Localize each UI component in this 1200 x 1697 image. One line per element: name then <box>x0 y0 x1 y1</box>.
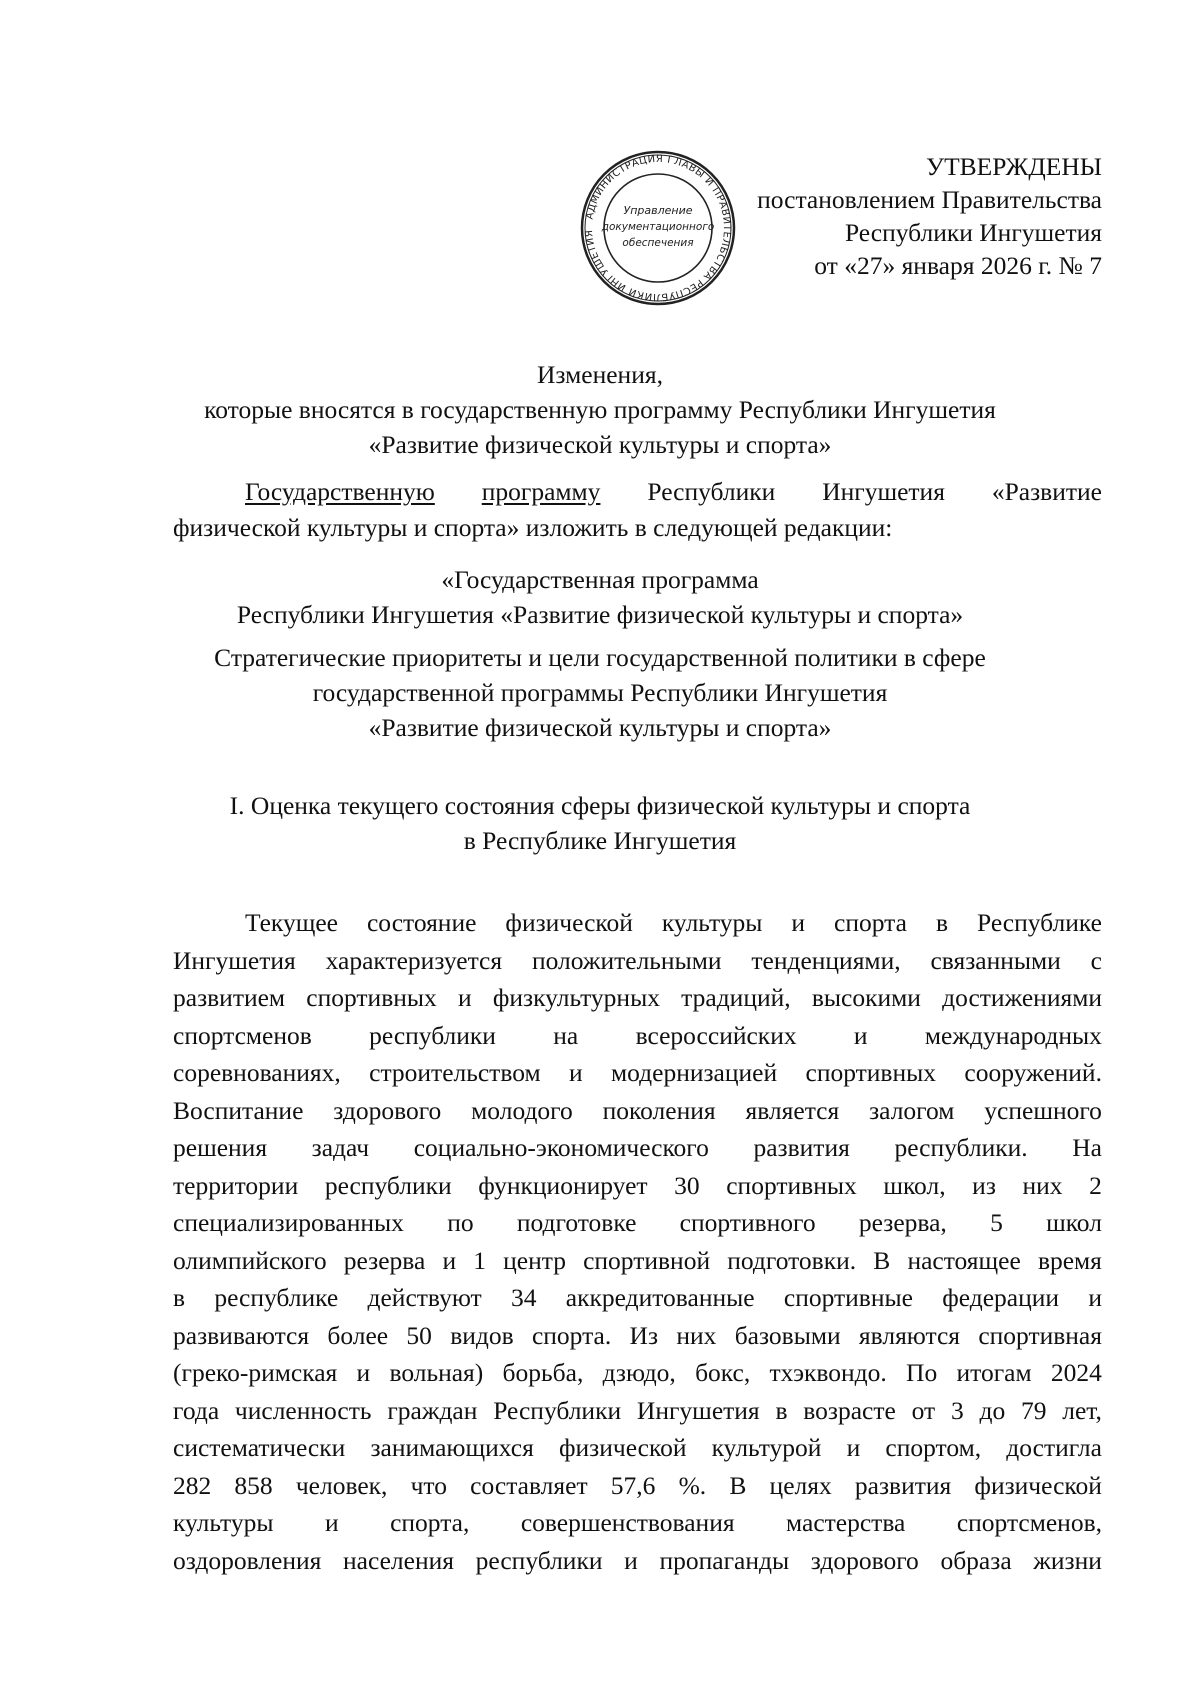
paragraph-line: 282 858 человек, что составляет 57,6 %. В целях развития физической <box>173 1470 1102 1500</box>
seal-inner-line1: Управление <box>623 204 693 217</box>
section-heading <box>0 788 1200 858</box>
approval-line3: Республики Ингушетия <box>844 218 1102 247</box>
strategy-line3: «Развитие физической культуры и спорта» <box>368 713 832 742</box>
paragraph-line: решения задач социально-экономического развития республики. На <box>173 1133 1102 1162</box>
official-seal <box>578 148 738 308</box>
seal-inner-line3: обеспечения <box>622 237 694 249</box>
program-link-word2[interactable]: программу <box>481 477 601 506</box>
body-paragraph <box>173 904 1102 1579</box>
title-line2: которые вносятся в государственную программу Республики Ингушетия <box>204 395 996 424</box>
intro-line1 <box>173 474 1102 510</box>
paragraph-line: Воспитание здорового молодого поколения является залогом успешного <box>173 1095 1102 1125</box>
paragraph-line: развитием спортивных и физкультурных традиций, высокими достижениями <box>173 983 1102 1012</box>
intro-line2: физической культуры и спорта» изложить в следующей редакции: <box>173 513 893 542</box>
document-title <box>0 357 1200 462</box>
program-heading <box>0 562 1200 632</box>
paragraph-line: соревнованиях, строительством и модернизацией спортивных сооружений. <box>173 1058 1102 1087</box>
seal-inner-line2: документационного <box>601 221 715 233</box>
intro-paragraph <box>173 474 1102 546</box>
strategy-line1: Стратегические приоритеты и цели государственной политики в сфере <box>214 643 986 672</box>
paragraph-line: оздоровления населения республики и пропаганды здорового образа жизни <box>173 1545 1102 1575</box>
strategy-heading <box>0 640 1200 745</box>
seal-ring-text: АДМИНИСТРАЦИЯ ГЛАВЫ И ПРАВИТЕЛЬСТВА РЕСПУБЛИКИ ИНГУШЕТИЯ <box>583 153 733 303</box>
approval-heading: УТВЕРЖДЕНЫ <box>926 152 1102 181</box>
paragraph-line: в республике действуют 34 аккредитованные спортивные федерации и <box>173 1283 1102 1312</box>
paragraph-line: Текущее состояние физической культуры и спорта в Республике <box>245 908 1102 937</box>
title-line3: «Развитие физической культуры и спорта» <box>368 430 832 459</box>
paragraph-line: олимпийского резерва и 1 центр спортивной подготовки. В настоящее время <box>173 1245 1102 1275</box>
intro-word4: Ингушетия <box>822 477 945 506</box>
program-line1: «Государственная программа <box>441 565 759 594</box>
intro-word5: «Развитие <box>991 477 1102 506</box>
paragraph-line: территории республики функционирует 30 спортивных школ, из них 2 <box>173 1170 1102 1200</box>
program-link-word1[interactable]: Государственную <box>245 477 435 506</box>
paragraph-line: культуры и спорта, совершенствования мастерства спортсменов, <box>173 1508 1102 1537</box>
paragraph-line: года численность граждан Республики Ингушетия в возрасте от 3 до 79 лет, <box>173 1395 1102 1425</box>
title-line1: Изменения, <box>537 360 663 389</box>
paragraph-line: систематически занимающихся физической культурой и спортом, достигла <box>173 1433 1102 1462</box>
paragraph-line: спортсменов республики на всероссийских и международных <box>173 1020 1102 1050</box>
paragraph-line: специализированных по подготовке спортивного резерва, 5 школ <box>173 1208 1102 1237</box>
paragraph-line: Ингушетия характеризуется положительными тенденциями, связанными с <box>173 945 1102 975</box>
paragraph-line: развиваются более 50 видов спорта. Из них базовыми являются спортивная <box>173 1320 1102 1350</box>
approval-block <box>757 150 1102 282</box>
section-line2: в Республике Ингушетия <box>463 826 737 855</box>
intro-word3: Республики <box>647 477 776 506</box>
program-line2: Республики Ингушетия «Развитие физической культуры и спорта» <box>236 600 964 629</box>
paragraph-line: (греко-римская и вольная) борьба, дзюдо, бокс, тхэквондо. По итогам 2024 <box>173 1358 1102 1387</box>
section-line1: I. Оценка текущего состояния сферы физической культуры и спорта <box>229 791 971 820</box>
strategy-line2: государственной программы Республики Ингушетия <box>312 678 888 707</box>
approval-line2: постановлением Правительства <box>757 185 1102 214</box>
approval-date: от «27» января 2026 г. № 7 <box>814 251 1102 280</box>
